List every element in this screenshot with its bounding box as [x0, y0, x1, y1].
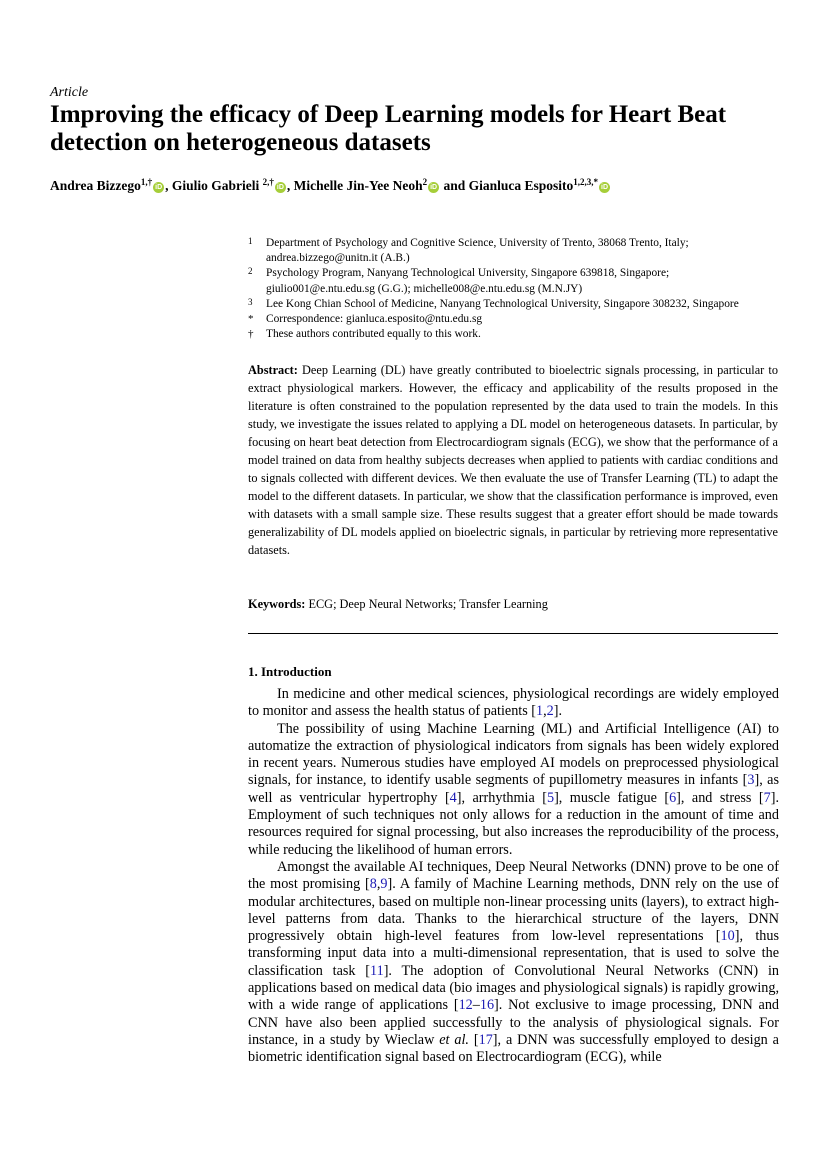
- citation-link[interactable]: 4: [449, 789, 457, 806]
- orcid-icon[interactable]: iD: [276, 184, 284, 191]
- citation-link[interactable]: 17: [478, 1031, 493, 1048]
- text-run: ], and stress [: [676, 789, 764, 806]
- text-run: ,: [376, 876, 381, 893]
- text-run: ].: [553, 703, 563, 720]
- section-divider: [248, 633, 778, 634]
- affiliation-list: [248, 236, 788, 342]
- affiliation-item: [248, 236, 788, 266]
- section-heading: 1. Introduction: [248, 664, 332, 679]
- affiliation-email[interactable]: giulio001@e.ntu.edu.sg (G.G.); michelle008@e.ntu.edu.sg (M.N.JY): [266, 282, 583, 295]
- text-run: ], thus transforming input data into a multi-dimensional representation, that is used to solve the classification task [: [248, 928, 780, 979]
- citation-link[interactable]: 1: [536, 703, 544, 720]
- text-run: ], a DNN was successfully employed to design a biometric identification signal based on Electrocardiogram (ECG), while: [248, 1031, 779, 1066]
- citation-link[interactable]: 6: [669, 789, 677, 806]
- affiliation-text: Psychology Program, Nanyang Technological University, Singapore 639818, Singapore;: [266, 267, 670, 280]
- keywords-label: Keywords:: [248, 597, 306, 611]
- text-run: In medicine and other medical sciences, physiological recordings are widely employed to monitor and assess the health status of patients [: [248, 686, 779, 720]
- equal-contribution-mark: †: [248, 328, 254, 341]
- affiliation-mark: 3: [248, 296, 253, 307]
- author-affiliation-marks: 1,†: [140, 177, 153, 187]
- affiliation-mark: 1: [248, 236, 253, 246]
- paragraph: [248, 721, 779, 859]
- keywords: [248, 595, 778, 613]
- correspondence-mark: *: [248, 313, 254, 326]
- paper-title: Improving the efficacy of Deep Learning models for Heart Beat detection on heterogeneous datasets: [50, 101, 727, 156]
- affiliation-item: [248, 266, 788, 296]
- equal-contribution-text: These authors contributed equally to this work.: [266, 328, 481, 341]
- paragraph: [248, 686, 779, 721]
- correspondence-text[interactable]: Correspondence: gianluca.esposito@ntu.edu.sg: [266, 313, 483, 326]
- article-type: Article: [50, 85, 89, 100]
- abstract-text: Deep Learning (DL) have greatly contributed to bioelectric signals processing, in particular to extract physiological markers. However, the efficacy and applicability of the results proposed in the literature is often constrained to the population represented by the data used to train the models. In this study, we investigate the issues related to applying a DL model on heterogeneous datasets. In particular, by focusing on heart beat detection from Electrocardiogram signals (ECG), we show that the performance of a model trained on data from healthy subjects decreases when applied to patients with cardiac conditions and to signals collected with different devices. We then evaluate the use of Transfer Learning (TL) to adapt the model to the different datasets. In particular, we show that the classification performance is improved, even with datasets with a small sample size. These results suggest that a greater effort should be made towards generalizability of DL models applied on bioelectric signals, in particular by retrieving more representative datasets.: [248, 363, 778, 557]
- orcid-icon[interactable]: iD: [155, 184, 163, 191]
- citation-link[interactable]: 10: [720, 928, 735, 945]
- affiliation-email[interactable]: andrea.bizzego@unitn.it (A.B.): [266, 252, 410, 265]
- text-run: ,: [543, 703, 547, 720]
- paragraph: [248, 859, 779, 1067]
- text-run: [: [468, 1031, 479, 1048]
- citation-link[interactable]: 16: [479, 997, 495, 1014]
- orcid-icon[interactable]: iD: [430, 184, 438, 191]
- text-run: The possibility of using Machine Learning (ML) and Artificial Intelligence (AI) to automatize the extraction of physiological indicators from signals has been widely explored in recent years. Numerous studies have employed AI models on preprocessed physiological signals, for instance, to identify usable segments of pupillometry measures in infants [: [248, 720, 779, 789]
- text-run-italic: et al.: [439, 1031, 469, 1048]
- orcid-icon[interactable]: iD: [601, 184, 609, 191]
- citation-link[interactable]: 3: [747, 772, 755, 789]
- citation-link[interactable]: 5: [546, 789, 555, 806]
- citation-link[interactable]: 7: [763, 789, 771, 806]
- equal-contribution-note: [248, 327, 788, 342]
- correspondence-item: [248, 312, 788, 327]
- author-name: Giulio Gabrieli: [171, 178, 263, 193]
- text-run: ], as well as ventricular hypertrophy [: [248, 772, 780, 806]
- text-run: ]. The adoption of Convolutional Neural Networks (CNN) in applications based on medical data (bio images and physiological signals) is rapidly growing, with a wide range of applications [: [248, 962, 779, 1014]
- text-run: ], arrhythmia [: [456, 789, 547, 806]
- affiliation-text: Lee Kong Chian School of Medicine, Nanyang Technological University, Singapore 308232, Singapore: [266, 297, 739, 310]
- author-affiliation-marks: 2,†: [262, 177, 274, 187]
- text-run: –: [472, 997, 480, 1014]
- affiliation-mark: 2: [248, 266, 253, 277]
- author-name: Andrea Bizzego: [50, 178, 141, 193]
- author-affiliation-marks: 1,2,3,*: [573, 177, 599, 187]
- abstract: [248, 361, 778, 559]
- author-name: Michelle Jin-Yee Neoh: [293, 178, 423, 193]
- citation-link[interactable]: 12: [458, 997, 473, 1014]
- citation-link[interactable]: 11: [370, 962, 384, 979]
- author-affiliation-marks: 2: [422, 177, 428, 187]
- affiliation-item: [248, 297, 788, 312]
- text-run: ], muscle fatigue [: [554, 789, 670, 806]
- affiliation-text: Department of Psychology and Cognitive Science, University of Trento, 38068 Trento, Italy;: [266, 237, 689, 249]
- text-run: ]. A family of Machine Learning methods, DNN rely on the use of modular architectures, based on multiple non-linear processing units (layers), to extract high-level patterns from data. Thanks to the hierarchical structure of the layers, DNN progressively obtain high-level features from low-level representations [: [248, 876, 779, 945]
- keywords-text: ECG; Deep Neural Networks; Transfer Learning: [308, 597, 548, 611]
- author-list: [50, 178, 810, 194]
- author-separator: ,: [286, 178, 294, 193]
- citation-link[interactable]: 8: [369, 876, 377, 893]
- author-separator: ,: [165, 178, 172, 193]
- text-run: ]. Not exclusive to image processing, DNN and CNN have also been applied successfully to the analysis of physiological signals. For instance, in a study by Wieclaw: [248, 997, 780, 1048]
- abstract-label: Abstract:: [248, 363, 298, 377]
- citation-link[interactable]: 9: [380, 876, 388, 893]
- text-run: ]. Employment of such techniques not only allows for a reduction in the amount of time and resources required for signal processing, but also increases the reproducibility of the process, while reducing the likelihood of human errors.: [248, 789, 779, 858]
- text-run: Amongst the available AI techniques, Deep Neural Networks (DNN) prove to be one of the most promising [: [248, 858, 779, 893]
- author-name: Gianluca Esposito: [468, 178, 574, 193]
- citation-link[interactable]: 2: [546, 703, 554, 720]
- introduction-body: [248, 686, 779, 1067]
- author-separator: and: [440, 178, 469, 193]
